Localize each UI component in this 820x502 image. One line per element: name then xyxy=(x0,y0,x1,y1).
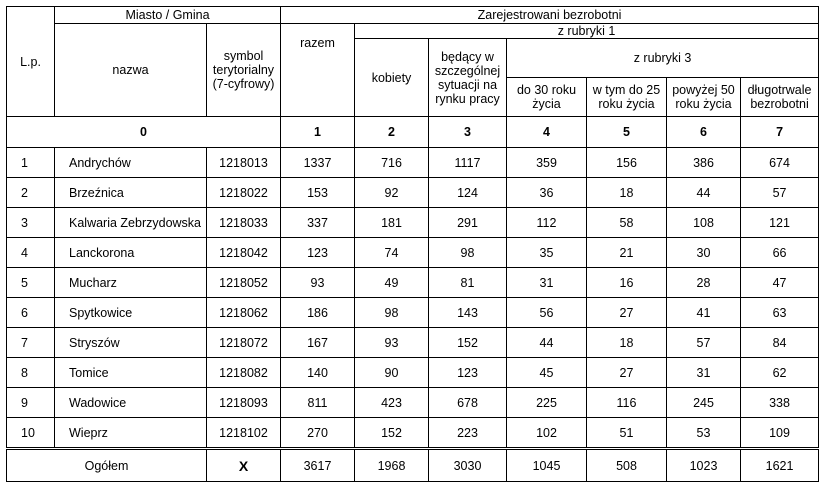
row-do25: 27 xyxy=(587,298,667,328)
row-razem: 1337 xyxy=(281,148,355,178)
row-symbol: 1218072 xyxy=(207,328,281,358)
total-symbol: X xyxy=(207,449,281,482)
row-do25: 156 xyxy=(587,148,667,178)
row-kobiety: 74 xyxy=(355,238,429,268)
row-do25: 18 xyxy=(587,328,667,358)
total-pow50: 1023 xyxy=(667,449,741,482)
row-do30: 102 xyxy=(507,418,587,449)
row-kobiety: 93 xyxy=(355,328,429,358)
row-lp: 4 xyxy=(7,238,55,268)
row-do30: 56 xyxy=(507,298,587,328)
row-nazwa: Spytkowice xyxy=(55,298,207,328)
row-lp: 2 xyxy=(7,178,55,208)
row-pow50: 108 xyxy=(667,208,741,238)
row-lp: 5 xyxy=(7,268,55,298)
row-bedacy: 98 xyxy=(429,238,507,268)
row-do30: 225 xyxy=(507,388,587,418)
row-nazwa: Wieprz xyxy=(55,418,207,449)
row-lp: 8 xyxy=(7,358,55,388)
row-razem: 93 xyxy=(281,268,355,298)
row-bedacy: 152 xyxy=(429,328,507,358)
row-do25: 58 xyxy=(587,208,667,238)
row-bedacy: 223 xyxy=(429,418,507,449)
row-razem: 123 xyxy=(281,238,355,268)
row-do30: 36 xyxy=(507,178,587,208)
row-razem: 167 xyxy=(281,328,355,358)
header-zarejestrowani: Zarejestrowani bezrobotni xyxy=(281,7,819,24)
row-lp: 1 xyxy=(7,148,55,178)
table-row xyxy=(7,298,819,328)
row-pow50: 41 xyxy=(667,298,741,328)
total-kobiety: 1968 xyxy=(355,449,429,482)
table-row xyxy=(7,328,819,358)
row-pow50: 28 xyxy=(667,268,741,298)
row-lp: 9 xyxy=(7,388,55,418)
row-dlugo: 66 xyxy=(741,238,819,268)
row-nazwa: Kalwaria Zebrzydowska xyxy=(55,208,207,238)
row-bedacy: 124 xyxy=(429,178,507,208)
header-z-rubryki-3: z rubryki 3 xyxy=(507,39,819,78)
column-number: 0 xyxy=(7,117,281,148)
header-bedacy: będący w szczególnej sytuacji na rynku pracy xyxy=(429,39,507,117)
row-dlugo: 338 xyxy=(741,388,819,418)
row-symbol: 1218022 xyxy=(207,178,281,208)
table-row xyxy=(7,148,819,178)
row-pow50: 31 xyxy=(667,358,741,388)
row-do25: 116 xyxy=(587,388,667,418)
row-lp: 10 xyxy=(7,418,55,449)
column-number-row xyxy=(7,117,819,148)
row-do30: 31 xyxy=(507,268,587,298)
row-kobiety: 90 xyxy=(355,358,429,388)
row-nazwa: Stryszów xyxy=(55,328,207,358)
column-number: 5 xyxy=(587,117,667,148)
row-nazwa: Mucharz xyxy=(55,268,207,298)
row-bedacy: 81 xyxy=(429,268,507,298)
row-pow50: 57 xyxy=(667,328,741,358)
row-dlugo: 109 xyxy=(741,418,819,449)
table-row xyxy=(7,208,819,238)
total-do30: 1045 xyxy=(507,449,587,482)
table-row xyxy=(7,388,819,418)
total-dlugo: 1621 xyxy=(741,449,819,482)
row-dlugo: 57 xyxy=(741,178,819,208)
header-w-tym-25: w tym do 25 roku życia xyxy=(587,78,667,117)
unemployment-table xyxy=(6,6,819,482)
row-bedacy: 143 xyxy=(429,298,507,328)
row-bedacy: 291 xyxy=(429,208,507,238)
row-razem: 811 xyxy=(281,388,355,418)
total-do25: 508 xyxy=(587,449,667,482)
row-do30: 35 xyxy=(507,238,587,268)
header-nazwa: nazwa xyxy=(55,24,207,117)
row-dlugo: 84 xyxy=(741,328,819,358)
header-miasto-gmina: Miasto / Gmina xyxy=(55,7,281,24)
total-razem: 3617 xyxy=(281,449,355,482)
row-lp: 6 xyxy=(7,298,55,328)
row-razem: 270 xyxy=(281,418,355,449)
table-row xyxy=(7,418,819,449)
row-bedacy: 1117 xyxy=(429,148,507,178)
row-do25: 21 xyxy=(587,238,667,268)
row-nazwa: Wadowice xyxy=(55,388,207,418)
row-do30: 112 xyxy=(507,208,587,238)
header-symbol: symbol terytorialny (7-cyfrowy) xyxy=(207,24,281,117)
row-do25: 18 xyxy=(587,178,667,208)
row-kobiety: 423 xyxy=(355,388,429,418)
row-symbol: 1218013 xyxy=(207,148,281,178)
header-dlugotrwale: długotrwale bezrobotni xyxy=(741,78,819,117)
row-pow50: 30 xyxy=(667,238,741,268)
row-razem: 153 xyxy=(281,178,355,208)
row-nazwa: Brzeźnica xyxy=(55,178,207,208)
row-pow50: 44 xyxy=(667,178,741,208)
row-do25: 16 xyxy=(587,268,667,298)
unemployment-table-container xyxy=(6,6,818,482)
row-nazwa: Tomice xyxy=(55,358,207,388)
row-symbol: 1218102 xyxy=(207,418,281,449)
row-dlugo: 63 xyxy=(741,298,819,328)
total-label: Ogółem xyxy=(7,449,207,482)
table-row xyxy=(7,178,819,208)
column-number: 7 xyxy=(741,117,819,148)
row-razem: 186 xyxy=(281,298,355,328)
table-row xyxy=(7,268,819,298)
header-z-rubryki-1: z rubryki 1 xyxy=(355,24,819,39)
row-do30: 44 xyxy=(507,328,587,358)
row-kobiety: 92 xyxy=(355,178,429,208)
row-symbol: 1218082 xyxy=(207,358,281,388)
row-nazwa: Andrychów xyxy=(55,148,207,178)
row-razem: 337 xyxy=(281,208,355,238)
column-number: 4 xyxy=(507,117,587,148)
row-symbol: 1218052 xyxy=(207,268,281,298)
total-bedacy: 3030 xyxy=(429,449,507,482)
column-number: 2 xyxy=(355,117,429,148)
row-do25: 27 xyxy=(587,358,667,388)
row-lp: 7 xyxy=(7,328,55,358)
header-lp: L.p. xyxy=(7,7,55,117)
header-powyzej-50: powyżej 50 roku życia xyxy=(667,78,741,117)
table-row xyxy=(7,238,819,268)
row-lp: 3 xyxy=(7,208,55,238)
header-kobiety: kobiety xyxy=(355,39,429,117)
row-nazwa: Lanckorona xyxy=(55,238,207,268)
row-symbol: 1218062 xyxy=(207,298,281,328)
column-number: 1 xyxy=(281,117,355,148)
row-symbol: 1218093 xyxy=(207,388,281,418)
row-kobiety: 152 xyxy=(355,418,429,449)
row-kobiety: 181 xyxy=(355,208,429,238)
column-number: 6 xyxy=(667,117,741,148)
row-bedacy: 678 xyxy=(429,388,507,418)
row-bedacy: 123 xyxy=(429,358,507,388)
row-dlugo: 62 xyxy=(741,358,819,388)
row-dlugo: 674 xyxy=(741,148,819,178)
row-dlugo: 121 xyxy=(741,208,819,238)
row-do30: 45 xyxy=(507,358,587,388)
row-pow50: 53 xyxy=(667,418,741,449)
row-pow50: 245 xyxy=(667,388,741,418)
row-razem: 140 xyxy=(281,358,355,388)
row-do25: 51 xyxy=(587,418,667,449)
row-dlugo: 47 xyxy=(741,268,819,298)
header-razem: razem xyxy=(281,24,355,117)
table-row xyxy=(7,358,819,388)
row-kobiety: 98 xyxy=(355,298,429,328)
row-do30: 359 xyxy=(507,148,587,178)
column-number: 3 xyxy=(429,117,507,148)
total-row xyxy=(7,449,819,482)
header-do-30: do 30 roku życia xyxy=(507,78,587,117)
row-kobiety: 716 xyxy=(355,148,429,178)
row-kobiety: 49 xyxy=(355,268,429,298)
row-pow50: 386 xyxy=(667,148,741,178)
row-symbol: 1218042 xyxy=(207,238,281,268)
row-symbol: 1218033 xyxy=(207,208,281,238)
